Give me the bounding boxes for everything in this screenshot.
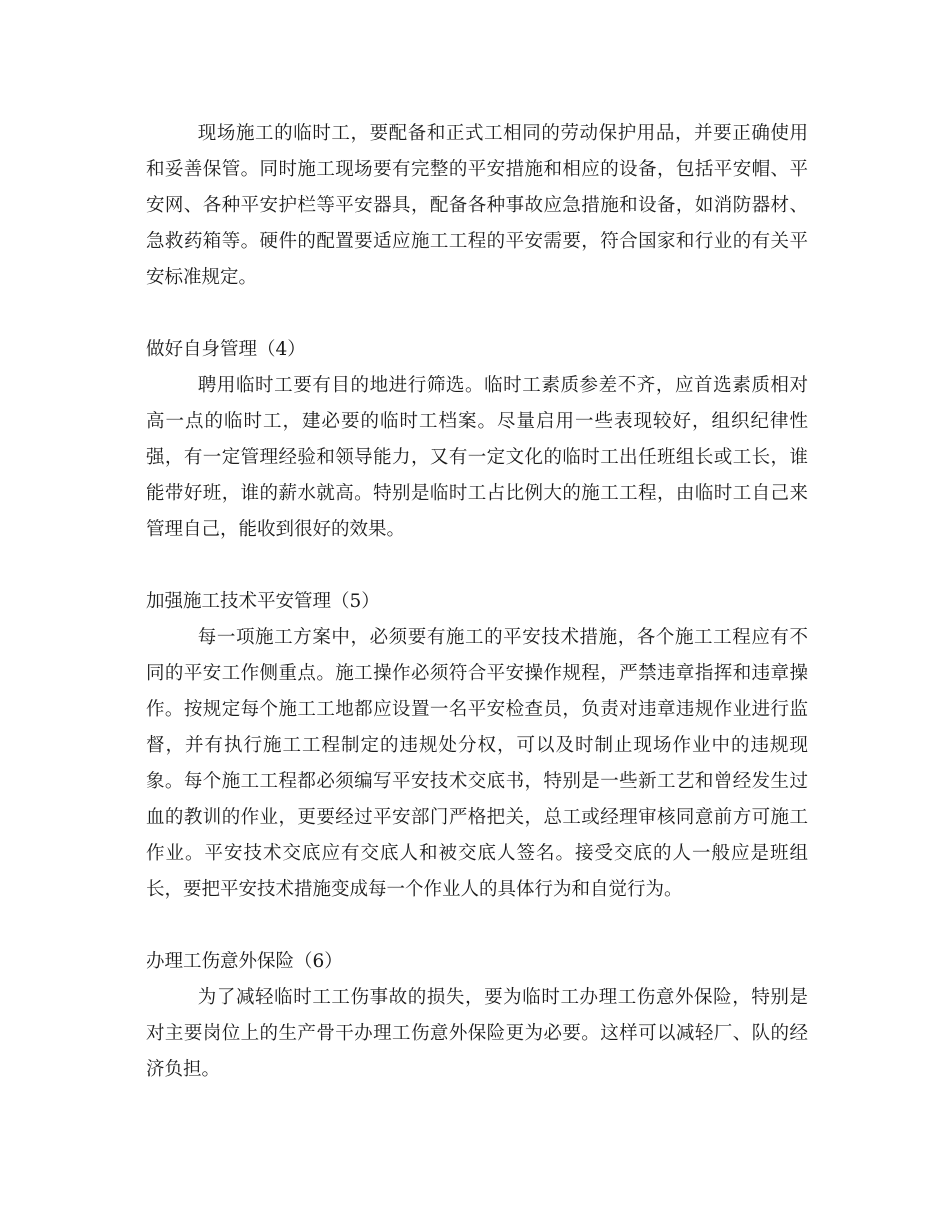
intro-paragraph: 现场施工的临时工，要配备和正式工相同的劳动保护用品，并要正确使用和妥善保管。同时施工现场要有完整的平安措施和相应的设备，包括平安帽、平安网、各种平安护栏等平安器具，配备各种事故应急措施和设备，如消防器材、急救药箱等。硬件的配置要适应施工工程的平安需要，符合国家和行业的有关平安标准规定。 <box>146 123 808 288</box>
section-gap <box>146 296 808 332</box>
section-paragraph-4: 聘用临时工要有目的地进行筛选。临时工素质参差不齐，应首选素质相对高一点的临时工，建必要的临时工档案。尽量启用一些表现较好，组织纪律性强，有一定管理经验和领导能力，又有一定文化的临时工出任班组长或工长，谁能带好班，谁的薪水就高。特别是临时工占比例大的施工工程，由临时工自己来管理自己，能收到很好的效果。 <box>146 375 808 540</box>
section-gap <box>146 548 808 584</box>
section-paragraph-5: 每一项施工方案中，必须要有施工的平安技术措施，各个施工工程应有不同的平安工作侧重点。施工操作必须符合平安操作规程，严禁违章指挥和违章操作。按规定每个施工工地都应设置一名平安检查员，负责对违章违规作业进行监督，并有执行施工工程制定的违规处分权，可以及时制止现场作业中的违规现象。每个施工工程都必须编写平安技术交底书，特别是一些新工艺和曾经发生过血的教训的作业，更要经过平安部门严格把关，总工或经理审核同意前方可施工作业。平安技术交底应有交底人和被交底人签名。接受交底的人一般应是班组长，要把平安技术措施变成每一个作业人的具体行为和自觉行为。 <box>146 627 808 900</box>
section-heading-5: 加强施工技术平安管理（5） <box>146 591 380 612</box>
document-body <box>146 116 808 1088</box>
section-gap <box>146 908 808 944</box>
section-heading-4: 做好自身管理（4） <box>146 339 306 360</box>
section-paragraph-6: 为了减轻临时工工伤事故的损失，要为临时工办理工伤意外保险，特别是对主要岗位上的生产骨干办理工伤意外保险更为必要。这样可以减轻厂、队的经济负担。 <box>146 987 808 1080</box>
section-heading-6: 办理工伤意外保险（6） <box>146 951 343 972</box>
